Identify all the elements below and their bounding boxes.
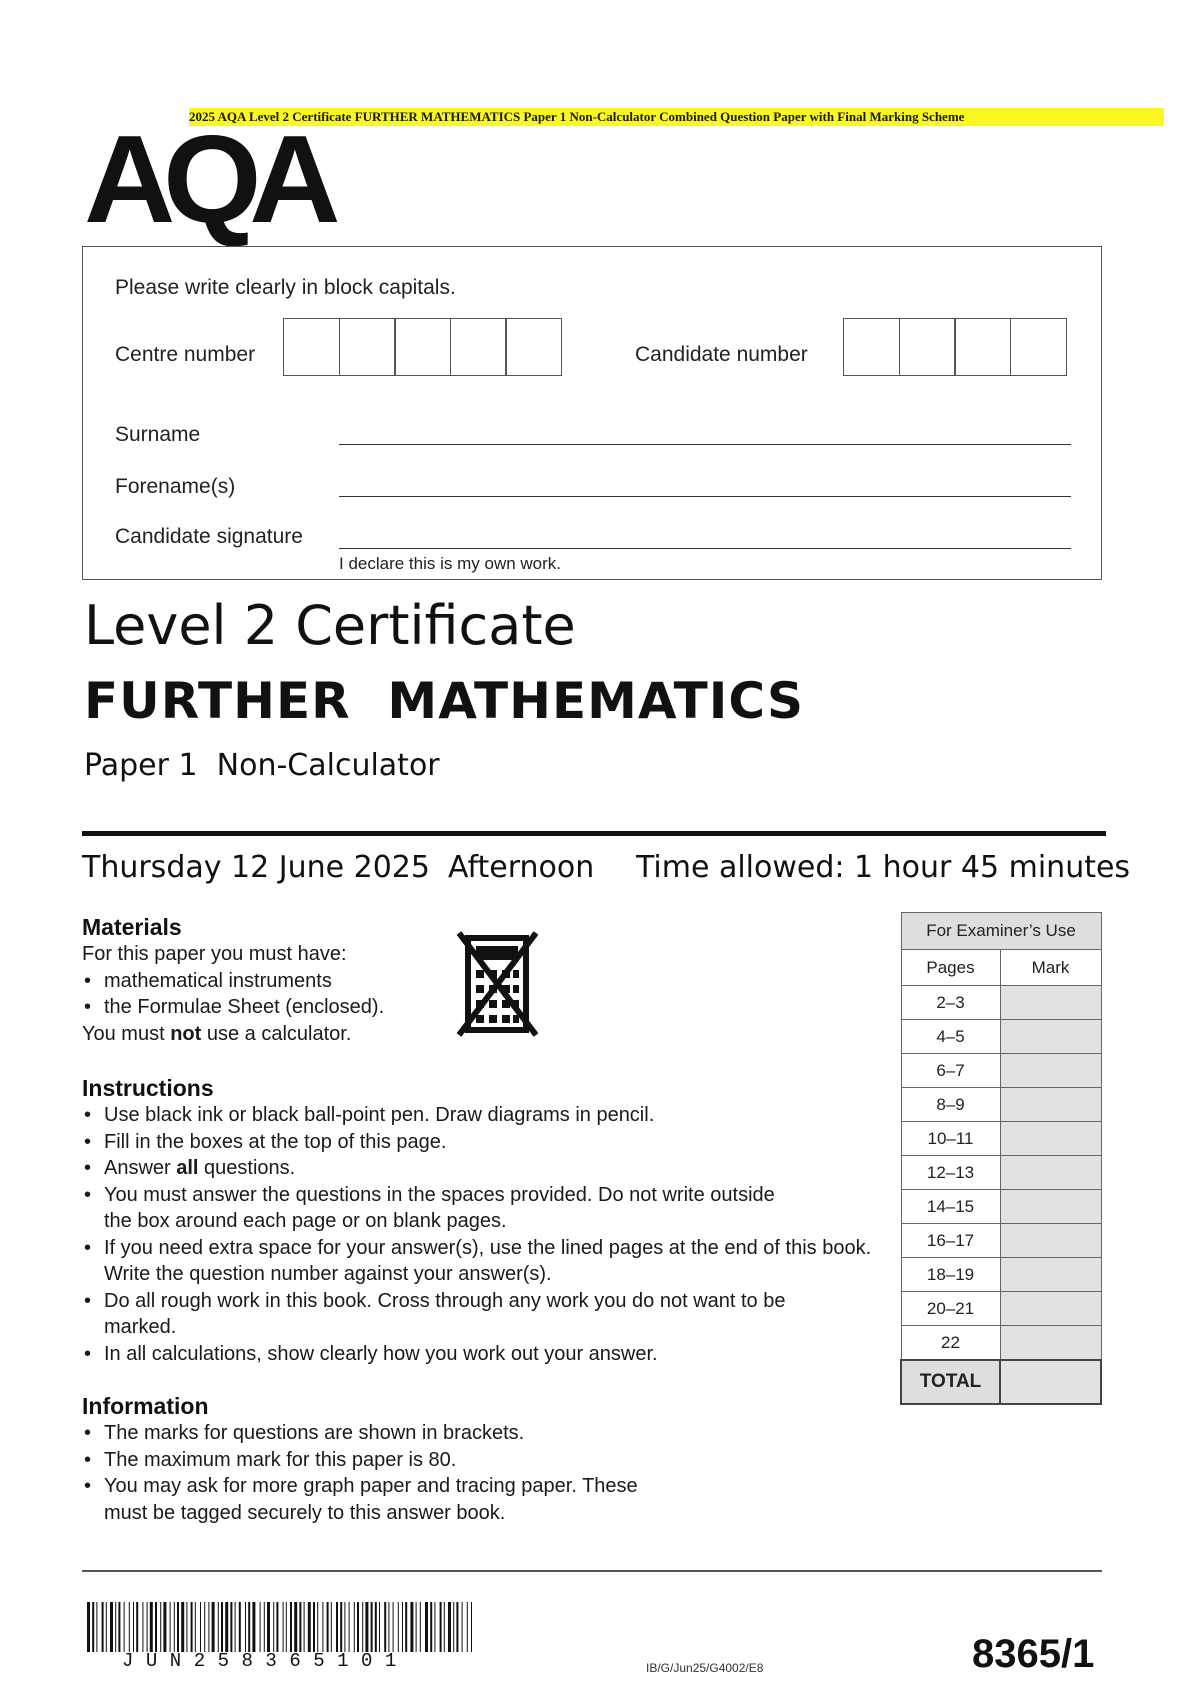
candidate-digit-box[interactable] bbox=[843, 318, 900, 376]
examiner-table-title: For Examiner’s Use bbox=[901, 913, 1101, 950]
list-item: • mathematical instruments bbox=[82, 968, 442, 995]
table-row: 10–11 bbox=[901, 1122, 1101, 1156]
paper-code: 8365/1 bbox=[972, 1632, 1095, 1676]
surname-label: Surname bbox=[115, 423, 201, 446]
candidate-details-box bbox=[82, 246, 1102, 580]
forenames-line[interactable] bbox=[339, 496, 1071, 497]
centre-number-boxes[interactable] bbox=[283, 318, 561, 376]
mark-cell[interactable] bbox=[1000, 1054, 1101, 1088]
materials-intro: For this paper you must have: bbox=[82, 943, 347, 965]
candidate-digit-box[interactable] bbox=[954, 318, 1011, 376]
table-row: 2–3 bbox=[901, 986, 1101, 1020]
materials-section bbox=[82, 914, 442, 1047]
mark-cell[interactable] bbox=[1000, 1326, 1101, 1361]
list-item: • The marks for questions are shown in brackets. bbox=[82, 1420, 682, 1447]
list-item: • Do all rough work in this book. Cross through any work you do not want to be marked. bbox=[82, 1288, 839, 1341]
list-item: • You may ask for more graph paper and tracing paper. These must be tagged securely to this answer book. bbox=[82, 1473, 664, 1526]
reference-code: IB/G/Jun25/G4002/E8 bbox=[646, 1661, 764, 1675]
list-item: • the Formulae Sheet (enclosed). bbox=[82, 994, 442, 1021]
pages-column-header: Pages bbox=[901, 950, 1000, 986]
list-item: • Use black ink or black ball-point pen. Draw diagrams in pencil. bbox=[82, 1102, 872, 1129]
table-row: 8–9 bbox=[901, 1088, 1101, 1122]
candidate-digit-box[interactable] bbox=[899, 318, 956, 376]
footer-divider bbox=[82, 1570, 1102, 1572]
signature-line[interactable] bbox=[339, 548, 1071, 549]
list-item: • If you need extra space for your answer(s), use the lined pages at the end of this book. Write the question number against your answer(s). bbox=[82, 1235, 872, 1288]
table-row: 22 bbox=[901, 1326, 1101, 1361]
table-row: 12–13 bbox=[901, 1156, 1101, 1190]
table-row: 16–17 bbox=[901, 1224, 1101, 1258]
calculator-rule: You must not use a calculator. bbox=[82, 1022, 352, 1045]
list-item: • Answer all questions. bbox=[82, 1155, 872, 1182]
mark-cell[interactable] bbox=[1000, 1020, 1101, 1054]
centre-digit-box[interactable] bbox=[450, 318, 507, 376]
materials-heading: Materials bbox=[82, 914, 182, 940]
qualification-title: Level 2 Certificate bbox=[84, 594, 576, 657]
exam-session: Afternoon bbox=[448, 850, 595, 885]
candidate-number-label: Candidate number bbox=[635, 343, 808, 366]
block-capitals-instruction: Please write clearly in block capitals. bbox=[115, 276, 456, 299]
declaration-text: I declare this is my own work. bbox=[339, 554, 562, 573]
instructions-heading: Instructions bbox=[82, 1075, 214, 1101]
no-calculator-icon bbox=[456, 930, 540, 1040]
candidate-digit-box[interactable] bbox=[1010, 318, 1067, 376]
mark-cell[interactable] bbox=[1000, 1122, 1101, 1156]
forenames-label: Forename(s) bbox=[115, 475, 236, 498]
centre-digit-box[interactable] bbox=[283, 318, 340, 376]
centre-digit-box[interactable] bbox=[394, 318, 451, 376]
list-item: • In all calculations, show clearly how you work out your answer. bbox=[82, 1341, 872, 1368]
time-allowed: Time allowed: 1 hour 45 minutes bbox=[636, 850, 1131, 885]
mark-cell[interactable] bbox=[1000, 1292, 1101, 1326]
subject-title: FURTHER MATHEMATICS bbox=[84, 672, 805, 730]
barcode-text: JUN258365101 bbox=[122, 1650, 409, 1672]
information-heading: Information bbox=[82, 1393, 209, 1419]
mark-cell[interactable] bbox=[1000, 1156, 1101, 1190]
barcode bbox=[87, 1602, 473, 1652]
mark-cell[interactable] bbox=[1000, 1224, 1101, 1258]
mark-cell[interactable] bbox=[1000, 986, 1101, 1020]
mark-cell[interactable] bbox=[1000, 1258, 1101, 1292]
instructions-section bbox=[82, 1075, 872, 1367]
aqa-logo: AQA bbox=[84, 111, 329, 249]
information-section bbox=[82, 1393, 682, 1526]
table-row: 20–21 bbox=[901, 1292, 1101, 1326]
centre-digit-box[interactable] bbox=[339, 318, 396, 376]
divider bbox=[82, 831, 1106, 836]
paper-title: Paper 1 Non-Calculator bbox=[84, 748, 440, 783]
title-banner: 2025 AQA Level 2 Certificate FURTHER MATHEMATICS Paper 1 Non-Calculator Combined Question Paper with Final Marking Scheme bbox=[189, 108, 1164, 126]
signature-label: Candidate signature bbox=[115, 525, 303, 548]
exam-date: Thursday 12 June 2025 bbox=[82, 850, 430, 885]
total-row bbox=[901, 1360, 1101, 1404]
mark-cell[interactable] bbox=[1000, 1088, 1101, 1122]
candidate-number-boxes[interactable] bbox=[843, 318, 1065, 376]
surname-line[interactable] bbox=[339, 444, 1071, 445]
total-label: TOTAL bbox=[901, 1360, 1000, 1404]
examiner-use-table bbox=[900, 912, 1102, 1405]
mark-column-header: Mark bbox=[1000, 950, 1101, 986]
list-item: • You must answer the questions in the spaces provided. Do not write outside the box around each page or on blank pages. bbox=[82, 1182, 804, 1235]
table-row: 4–5 bbox=[901, 1020, 1101, 1054]
table-row: 6–7 bbox=[901, 1054, 1101, 1088]
centre-digit-box[interactable] bbox=[505, 318, 562, 376]
table-row: 18–19 bbox=[901, 1258, 1101, 1292]
list-item: • The maximum mark for this paper is 80. bbox=[82, 1447, 682, 1474]
centre-number-label: Centre number bbox=[115, 343, 256, 366]
list-item: • Fill in the boxes at the top of this page. bbox=[82, 1129, 872, 1156]
mark-cell[interactable] bbox=[1000, 1190, 1101, 1224]
table-row: 14–15 bbox=[901, 1190, 1101, 1224]
total-mark-cell[interactable] bbox=[1000, 1360, 1101, 1404]
